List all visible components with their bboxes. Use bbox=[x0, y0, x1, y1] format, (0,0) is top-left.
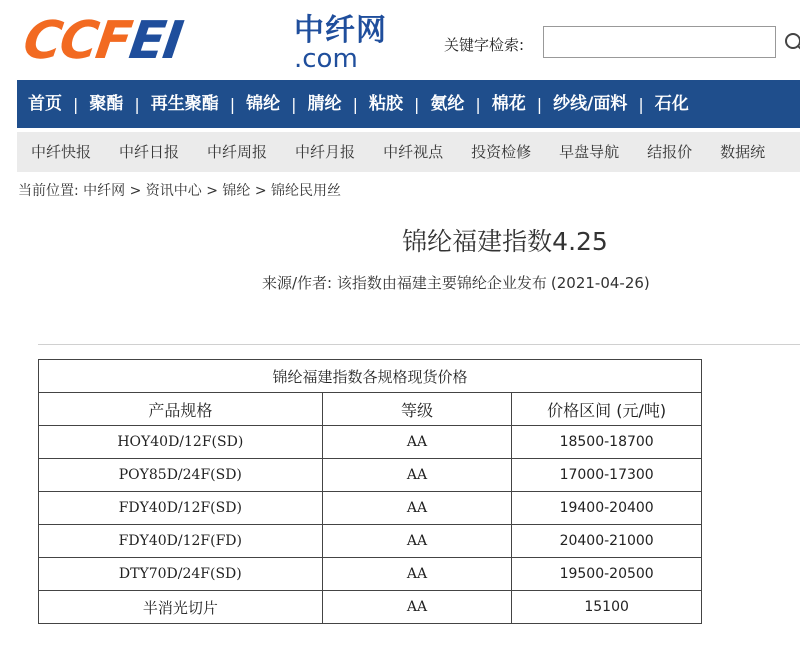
table-header-row bbox=[39, 393, 702, 426]
cell-price: 18500-18700 bbox=[512, 426, 702, 459]
cell-grade: AA bbox=[322, 525, 512, 558]
table-caption: 锦纶福建指数各规格现货价格 bbox=[39, 360, 702, 393]
cell-spec: 半消光切片 bbox=[39, 591, 323, 624]
header-spec: 产品规格 bbox=[39, 393, 323, 426]
cell-price: 20400-21000 bbox=[512, 525, 702, 558]
cell-grade: AA bbox=[322, 558, 512, 591]
nav-separator: | bbox=[134, 94, 140, 114]
cell-spec: POY85D/24F(SD) bbox=[39, 459, 323, 492]
divider bbox=[38, 344, 800, 345]
table-row bbox=[39, 591, 702, 624]
site-logo[interactable] bbox=[19, 11, 387, 74]
cell-grade: AA bbox=[322, 492, 512, 525]
cell-price: 19400-20400 bbox=[512, 492, 702, 525]
search-input[interactable] bbox=[543, 26, 776, 58]
main-nav bbox=[17, 80, 800, 128]
cell-grade: AA bbox=[322, 459, 512, 492]
table-caption-row bbox=[39, 360, 702, 393]
cell-spec: HOY40D/12F(SD) bbox=[39, 426, 323, 459]
nav-item-recycled-polyester[interactable]: 再生聚酯 bbox=[150, 94, 219, 114]
nav-separator: | bbox=[229, 94, 236, 114]
cell-price: 15100 bbox=[512, 591, 702, 624]
cell-grade: AA bbox=[322, 426, 512, 459]
nav-item-home[interactable]: 首页 bbox=[28, 94, 62, 114]
subnav-item-morning-guide[interactable]: 早盘导航 bbox=[559, 143, 620, 161]
search-icon[interactable] bbox=[781, 32, 800, 52]
nav-item-viscose[interactable]: 粘胶 bbox=[368, 94, 403, 114]
cell-price: 19500-20500 bbox=[512, 558, 702, 591]
table-row bbox=[39, 558, 702, 591]
breadcrumb: 当前位置: 中纤网 > 资讯中心 > 锦纶 > 锦纶民用丝 bbox=[18, 183, 342, 199]
nav-separator: | bbox=[475, 94, 481, 114]
table-row bbox=[39, 426, 702, 459]
nav-item-polyester[interactable]: 聚酯 bbox=[89, 94, 124, 114]
nav-item-cotton[interactable]: 棉花 bbox=[491, 94, 526, 114]
logo-cn-name: 中纤网 bbox=[294, 13, 387, 48]
site-header bbox=[0, 0, 800, 80]
cell-price: 17000-17300 bbox=[512, 459, 702, 492]
subnav-item-daily[interactable]: 中纤日报 bbox=[119, 143, 180, 161]
header-price-range: 价格区间 (元/吨) bbox=[512, 393, 702, 426]
nav-separator: | bbox=[638, 94, 644, 114]
nav-separator: | bbox=[413, 94, 420, 114]
table-row bbox=[39, 492, 702, 525]
cell-spec: FDY40D/12F(SD) bbox=[39, 492, 323, 525]
article-date: (2021-04-26) bbox=[550, 274, 650, 292]
nav-separator: | bbox=[291, 94, 297, 114]
article-source: 来源/作者: 该指数由福建主要锦纶企业发布 bbox=[262, 274, 547, 292]
nav-separator: | bbox=[73, 94, 79, 114]
nav-item-yarn-fabric[interactable]: 纱线/面料 bbox=[553, 94, 628, 114]
subnav-item-settlement-price[interactable]: 结报价 bbox=[647, 143, 693, 161]
cell-spec: DTY70D/24F(SD) bbox=[39, 558, 323, 591]
cell-grade: AA bbox=[322, 591, 512, 624]
cell-spec: FDY40D/12F(FD) bbox=[39, 525, 323, 558]
article-meta bbox=[262, 272, 650, 293]
subnav-item-viewpoint[interactable]: 中纤视点 bbox=[383, 143, 444, 161]
subnav-item-statistics[interactable]: 数据统 bbox=[720, 143, 766, 161]
nav-item-acrylic[interactable]: 腈纶 bbox=[307, 94, 342, 114]
sub-nav bbox=[17, 132, 800, 172]
logo-mark: CCFEI bbox=[19, 11, 185, 71]
table-row bbox=[39, 525, 702, 558]
nav-separator: | bbox=[536, 94, 543, 114]
subnav-item-weekly[interactable]: 中纤周报 bbox=[207, 143, 268, 161]
price-table bbox=[38, 359, 702, 624]
subnav-item-flash-news[interactable]: 中纤快报 bbox=[31, 143, 92, 161]
header-grade: 等级 bbox=[322, 393, 512, 426]
search-label: 关键字检索: bbox=[444, 36, 525, 54]
logo-text bbox=[294, 14, 394, 72]
logo-domain: .com bbox=[294, 44, 358, 74]
table-row bbox=[39, 459, 702, 492]
nav-item-petrochemical[interactable]: 石化 bbox=[654, 94, 689, 114]
subnav-item-monthly[interactable]: 中纤月报 bbox=[295, 143, 356, 161]
nav-item-spandex[interactable]: 氨纶 bbox=[430, 94, 465, 114]
nav-separator: | bbox=[352, 94, 358, 114]
nav-item-nylon[interactable]: 锦纶 bbox=[246, 94, 281, 114]
page-title: 锦纶福建指数4.25 bbox=[402, 227, 608, 256]
subnav-item-maintenance[interactable]: 投资检修 bbox=[471, 143, 532, 161]
